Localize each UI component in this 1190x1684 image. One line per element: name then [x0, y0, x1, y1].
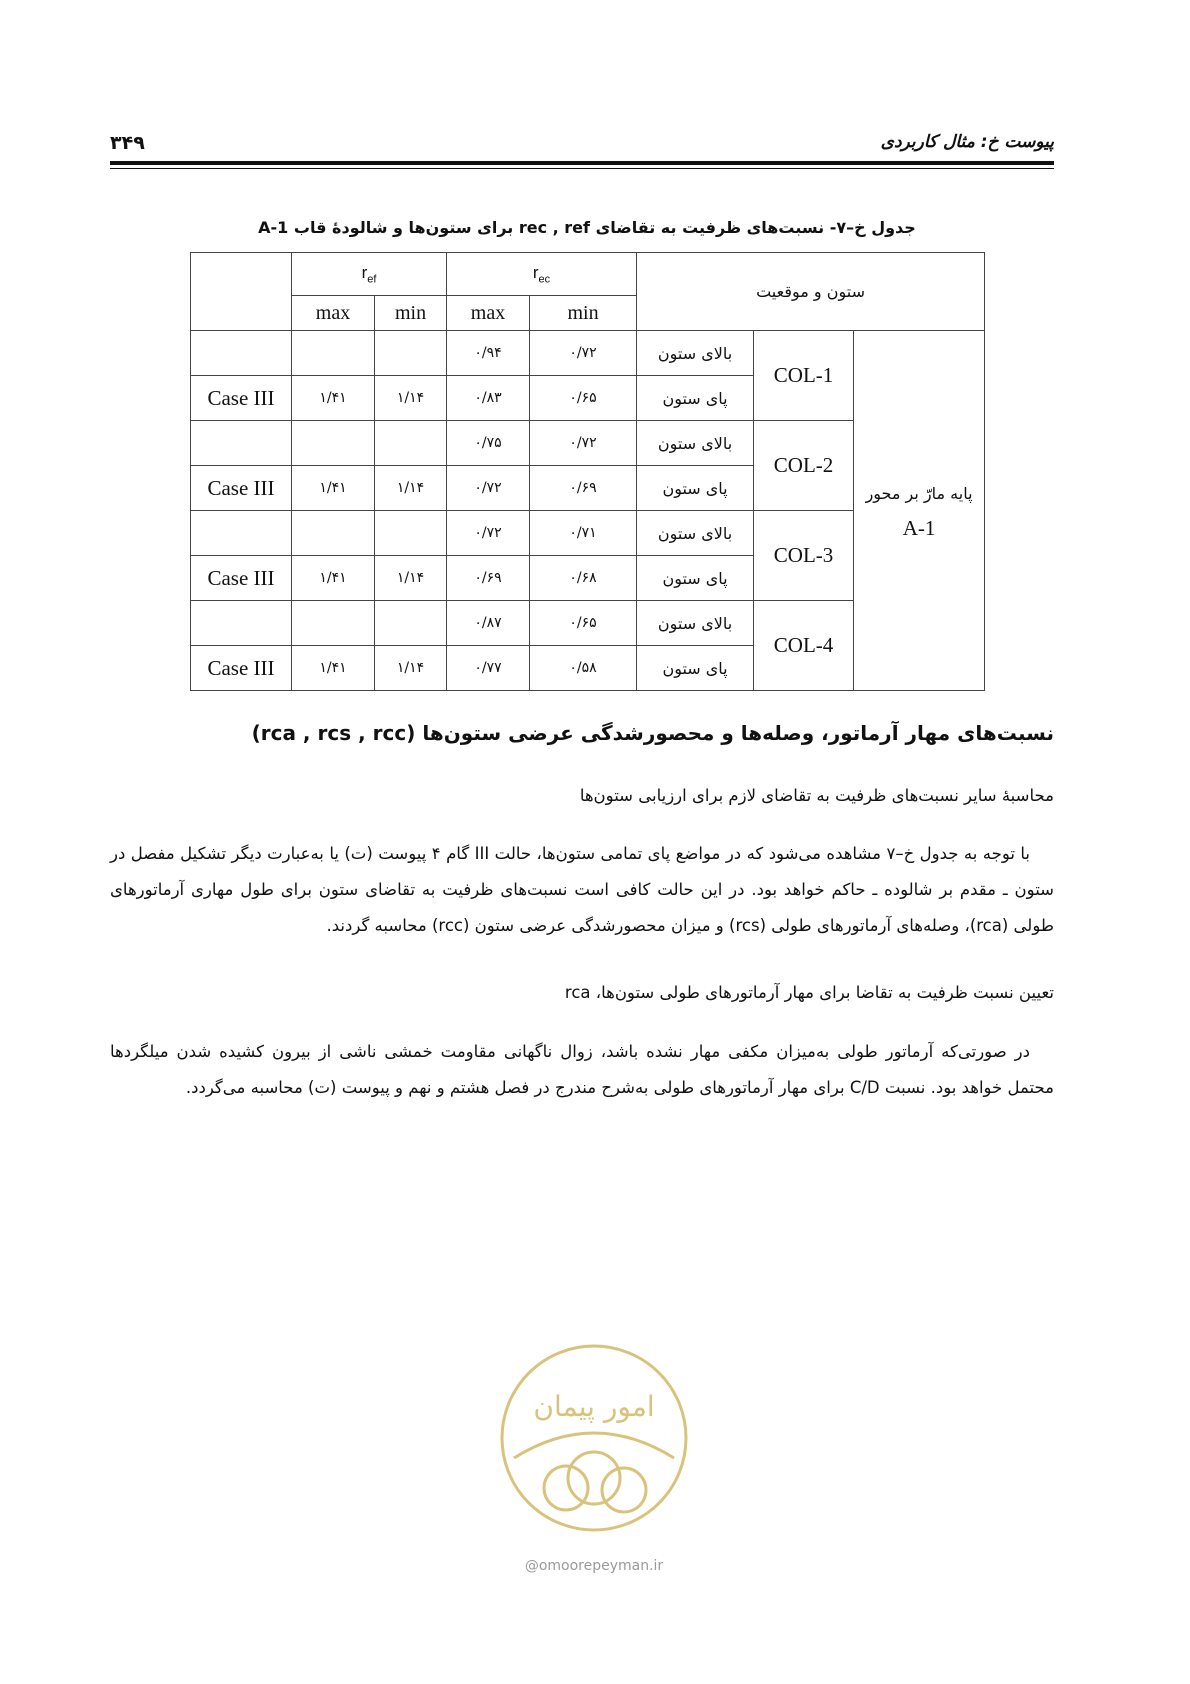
location-cell [854, 331, 985, 691]
page-number: ۳۴۹ [110, 132, 145, 154]
ref-min-cell [375, 511, 447, 556]
ref-min-cell: ۱/۱۴ [375, 376, 447, 421]
ref-max-cell [292, 421, 375, 466]
section-heading-symbols: (rca , rcs , rcc) [251, 721, 416, 745]
ref-min-cell [375, 421, 447, 466]
case-cell: Case III [191, 646, 292, 691]
rec-max-cell: ۰/۷۵ [447, 421, 530, 466]
rec-min-cell: ۰/۷۲ [530, 421, 637, 466]
case-cell: Case III [191, 556, 292, 601]
rec-min-cell: ۰/۵۸ [530, 646, 637, 691]
table-row [191, 331, 985, 376]
column-id: COL-3 [754, 511, 854, 601]
rec-min-cell: ۰/۶۹ [530, 466, 637, 511]
table-caption: جدول خ–۷- نسبت‌های ظرفیت به تقاضای rec , ref برای ستون‌ها و شالودهٔ قاب A-1 [258, 218, 916, 237]
capacity-ratio-table [190, 252, 985, 691]
header-rec-min: min [530, 296, 637, 331]
header-rule-thin [110, 168, 1054, 169]
ref-min-cell [375, 601, 447, 646]
position-label: پای ستون [637, 646, 754, 691]
header-rule-thick [110, 161, 1054, 165]
rec-max-cell: ۰/۹۴ [447, 331, 530, 376]
header-column-location: ستون و موقعیت [637, 253, 985, 331]
position-label: پای ستون [637, 466, 754, 511]
rec-min-cell: ۰/۶۵ [530, 601, 637, 646]
page-header [110, 128, 1054, 164]
section-heading-text: نسبت‌های مهار آرماتور، وصله‌ها و محصورشدگی عرضی ستون‌ها [422, 721, 1054, 745]
ref-max-cell [292, 511, 375, 556]
logo-arc [514, 1433, 674, 1458]
ref-min-cell: ۱/۱۴ [375, 556, 447, 601]
case-cell [191, 331, 292, 376]
rec-min-cell: ۰/۶۵ [530, 376, 637, 421]
case-cell [191, 601, 292, 646]
location-label: پایه مارّ بر محور [865, 483, 973, 503]
rec-max-cell: ۰/۸۳ [447, 376, 530, 421]
ref-max-cell: ۱/۴۱ [292, 376, 375, 421]
logo-gear-left [544, 1466, 588, 1510]
position-label: بالای ستون [637, 601, 754, 646]
column-id: COL-1 [754, 331, 854, 421]
running-title: پیوست خ: مثال کاربردی [880, 132, 1054, 152]
ref-max-cell [292, 331, 375, 376]
ref-max-cell: ۱/۴۱ [292, 556, 375, 601]
section-heading [124, 721, 1054, 745]
logo-outer-ring [502, 1346, 686, 1530]
rec-max-cell: ۰/۶۹ [447, 556, 530, 601]
paragraph-subheading: تعیین نسبت ظرفیت به تقاضا برای مهار آرماتورهای طولی ستون‌ها، rca [564, 983, 1054, 1002]
ref-min-cell: ۱/۱۴ [375, 646, 447, 691]
header-case-blank [191, 253, 292, 331]
rec-max-cell: ۰/۷۲ [447, 511, 530, 556]
rec-min-cell: ۰/۶۸ [530, 556, 637, 601]
case-cell: Case III [191, 466, 292, 511]
paragraph-anchorage: در صورتی‌که آرماتور طولی به‌میزان مکفی مهار نشده باشد، زوال ناگهانی مقاومت خمشی ناشی از بیرون کشیده شدن میلگردها محتمل خواهد بود. نسبت C/D برای مهار آرماتورهای طولی به‌شرح مندرج در فصل هشتم و نهم و پیوست (ت) محاسبه می‌گردد. [110, 1042, 1054, 1097]
rec-max-cell: ۰/۸۷ [447, 601, 530, 646]
paragraph-intro: محاسبهٔ سایر نسبت‌های ظرفیت به تقاضای لازم برای ارزیابی ستون‌ها [579, 786, 1054, 805]
rec-max-cell: ۰/۷۷ [447, 646, 530, 691]
ref-min-cell [375, 331, 447, 376]
header-ref-min: min [375, 296, 447, 331]
location-id: A-1 [902, 515, 936, 540]
rec-min-cell: ۰/۷۲ [530, 331, 637, 376]
position-label: بالای ستون [637, 421, 754, 466]
paragraph-analysis: با توجه به جدول خ–۷ مشاهده می‌شود که در مواضع پای تمامی ستون‌ها، حالت III گام ۴ پیوست (ت) یا به‌عبارت دیگر تشکیل مفصل در ستون ـ مقدم بر شالوده ـ حاکم خواهد بود. در این حالت کافی است نسبت‌های ظرفیت به تقاضای ستون برای طول مهاری آرماتورهای طولی (rca)، وصله‌های آرماتورهای طولی (rcs) و میزان محصورشدگی عرضی ستون (rcc) محاسبه گردند. [110, 844, 1054, 935]
header-rec-max: max [447, 296, 530, 331]
position-label: بالای ستون [637, 331, 754, 376]
ref-max-cell [292, 601, 375, 646]
watermark-caption: @omoorepeyman.ir [524, 1558, 664, 1574]
position-label: پای ستون [637, 556, 754, 601]
case-cell: Case III [191, 376, 292, 421]
position-label: پای ستون [637, 376, 754, 421]
rec-min-cell: ۰/۷۱ [530, 511, 637, 556]
case-cell [191, 421, 292, 466]
case-cell [191, 511, 292, 556]
column-id: COL-2 [754, 421, 854, 511]
logo-gear-right [602, 1468, 646, 1512]
logo-text: امور پیمان [533, 1390, 655, 1423]
position-label: بالای ستون [637, 511, 754, 556]
header-r-ec: $r_{ec}$ [447, 253, 637, 296]
ref-max-cell: ۱/۴۱ [292, 466, 375, 511]
column-id: COL-4 [754, 601, 854, 691]
watermark-logo [494, 1338, 694, 1548]
header-ref-max: max [292, 296, 375, 331]
ref-max-cell: ۱/۴۱ [292, 646, 375, 691]
logo-gear-center [568, 1452, 620, 1504]
header-r-ef: $r_{ef}$ [292, 253, 447, 296]
rec-max-cell: ۰/۷۲ [447, 466, 530, 511]
ref-min-cell: ۱/۱۴ [375, 466, 447, 511]
